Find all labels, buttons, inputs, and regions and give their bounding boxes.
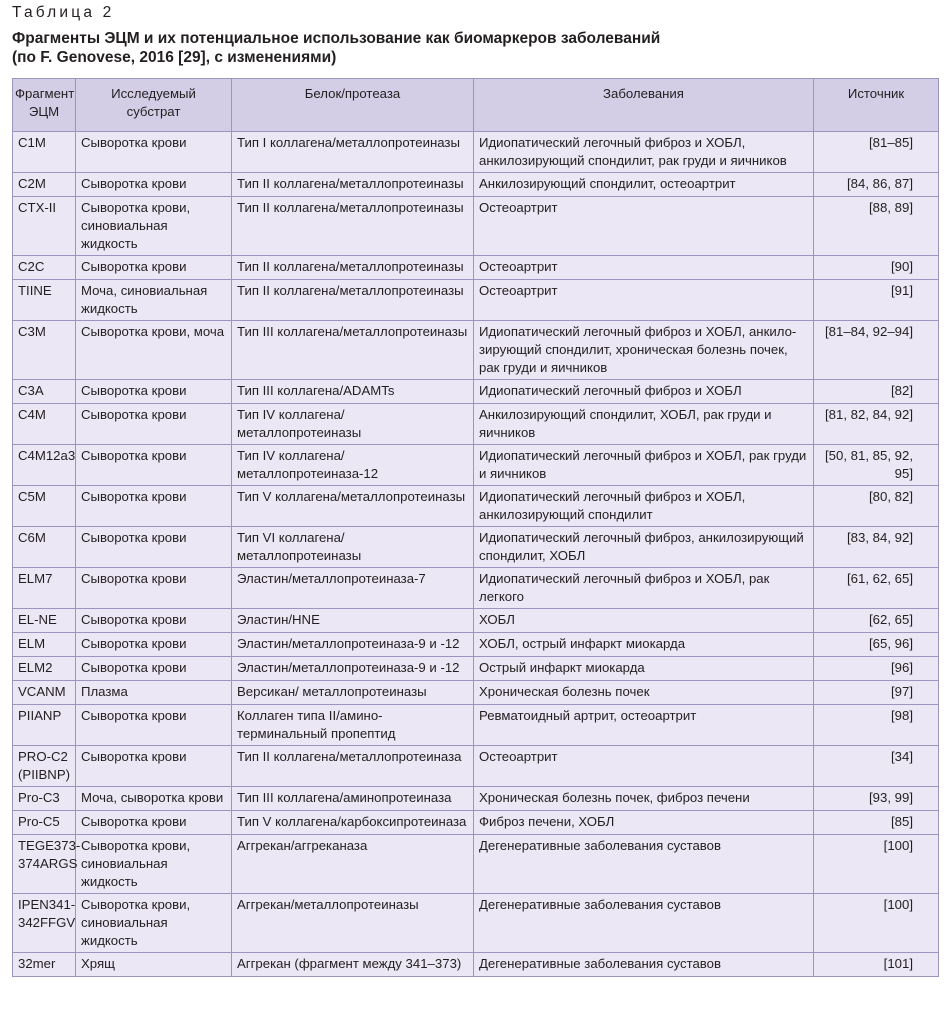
table-row: [13, 445, 939, 486]
table-row: [13, 404, 939, 445]
cell-source: [84, 86, 87]: [814, 173, 939, 197]
cell-disease: Остеоартрит: [474, 197, 814, 256]
cell-source: [91]: [814, 280, 939, 321]
cell-source: [100]: [814, 835, 939, 894]
cell-source: [83, 84, 92]: [814, 527, 939, 568]
cell-fragment: C4M: [13, 404, 76, 445]
cell-fragment: Pro-C5: [13, 811, 76, 835]
cell-source: [61, 62, 65]: [814, 568, 939, 609]
table-row: [13, 132, 939, 173]
cell-fragment: IPEN341-342FFGV: [13, 894, 76, 953]
cell-substrate: Плазма: [76, 681, 232, 705]
cell-fragment: C6M: [13, 527, 76, 568]
cell-disease: Анкилозирующий спондилит, остеоартрит: [474, 173, 814, 197]
cell-substrate: Сыворотка крови: [76, 527, 232, 568]
cell-source: [101]: [814, 953, 939, 977]
cell-source: [93, 99]: [814, 787, 939, 811]
cell-fragment: C1M: [13, 132, 76, 173]
cell-fragment: C2M: [13, 173, 76, 197]
cell-protein: Тип III коллагена/аминопротеиназа: [232, 787, 474, 811]
cell-disease: Идиопатический легочный фиброз и ХОБЛ: [474, 380, 814, 404]
cell-disease: Анкилозирующий спондилит, ХОБЛ, рак груди и яичников: [474, 404, 814, 445]
table-header: [13, 79, 939, 132]
table-title-line-2: (по F. Genovese, 2016 [29], с изменениями): [12, 49, 337, 66]
cell-source: [80, 82]: [814, 486, 939, 527]
table-row: [13, 609, 939, 633]
cell-disease: Ревматоидный артрит, остеоартрит: [474, 705, 814, 746]
cell-protein: Тип III коллагена/ADAMTs: [232, 380, 474, 404]
cell-substrate: Сыворотка крови: [76, 705, 232, 746]
table-title-line-1: Фрагменты ЭЦМ и их потенциальное использование как биомаркеров заболеваний: [12, 30, 661, 47]
cell-substrate: Сыворотка крови: [76, 811, 232, 835]
cell-protein: Аггрекан/металлопротеиназы: [232, 894, 474, 953]
cell-source: [82]: [814, 380, 939, 404]
cell-protein: Тип III коллагена/металлопротеиназы: [232, 321, 474, 380]
cell-substrate: Моча, сыворотка крови: [76, 787, 232, 811]
cell-substrate: Сыворотка крови: [76, 746, 232, 787]
table-row: [13, 527, 939, 568]
cell-fragment: C3M: [13, 321, 76, 380]
cell-disease: ХОБЛ: [474, 609, 814, 633]
header-row: [13, 79, 939, 132]
cell-source: [85]: [814, 811, 939, 835]
cell-fragment: ELM2: [13, 657, 76, 681]
cell-disease: Идиопатический легочный фиброз, анкилозирующий спондилит, ХОБЛ: [474, 527, 814, 568]
cell-protein: Тип II коллагена/металлопротеиназа: [232, 746, 474, 787]
cell-disease: Острый инфаркт миокарда: [474, 657, 814, 681]
cell-protein: Тип II коллагена/металлопротеиназы: [232, 256, 474, 280]
cell-fragment: 32mer: [13, 953, 76, 977]
table-row: [13, 835, 939, 894]
header-protein: Белок/протеаза: [232, 79, 474, 132]
table-row: [13, 380, 939, 404]
cell-disease: Идиопатический легочный фиброз и ХОБЛ, рак груди и яичников: [474, 445, 814, 486]
cell-source: [81–85]: [814, 132, 939, 173]
cell-source: [97]: [814, 681, 939, 705]
cell-disease: Хроническая болезнь почек, фиброз печени: [474, 787, 814, 811]
cell-substrate: Сыворотка крови, синовиальная жидкость: [76, 197, 232, 256]
cell-disease: Идиопатический легочный фиброз и ХОБЛ, анкилозирующий спондилит, рак груди и яичников: [474, 132, 814, 173]
cell-substrate: Сыворотка крови: [76, 445, 232, 486]
cell-protein: Версикан/ металлопротеиназы: [232, 681, 474, 705]
table-row: [13, 746, 939, 787]
cell-protein: Эластин/металлопротеиназа-7: [232, 568, 474, 609]
cell-protein: Эластин/металлопротеиназа-9 и -12: [232, 657, 474, 681]
cell-substrate: Сыворотка крови: [76, 486, 232, 527]
table-row: [13, 787, 939, 811]
cell-source: [100]: [814, 894, 939, 953]
table-row: [13, 568, 939, 609]
table-body: [13, 132, 939, 977]
cell-source: [81, 82, 84, 92]: [814, 404, 939, 445]
cell-protein: Коллаген типа II/амино-терминальный пропептид: [232, 705, 474, 746]
cell-substrate: Хрящ: [76, 953, 232, 977]
cell-fragment: C4M12a3: [13, 445, 76, 486]
cell-fragment: PRO-C2 (PIIBNP): [13, 746, 76, 787]
cell-source: [62, 65]: [814, 609, 939, 633]
cell-disease: Остеоартрит: [474, 280, 814, 321]
table-row: [13, 197, 939, 256]
cell-fragment: PIIANP: [13, 705, 76, 746]
cell-disease: Остеоартрит: [474, 256, 814, 280]
table-row: [13, 811, 939, 835]
cell-protein: Тип V коллагена/карбоксипротеиназа: [232, 811, 474, 835]
cell-protein: Эластин/HNE: [232, 609, 474, 633]
cell-disease: Дегенеративные заболевания суставов: [474, 894, 814, 953]
cell-fragment: TIINE: [13, 280, 76, 321]
cell-source: [96]: [814, 657, 939, 681]
cell-fragment: Pro-C3: [13, 787, 76, 811]
cell-fragment: C2C: [13, 256, 76, 280]
table-row: [13, 173, 939, 197]
cell-protein: Тип II коллагена/металлопротеиназы: [232, 280, 474, 321]
table-row: [13, 657, 939, 681]
cell-substrate: Сыворотка крови: [76, 609, 232, 633]
cell-disease: Идиопатический легочный фиброз и ХОБЛ, анкило-зирующий спондилит, хроническая болезнь почек, рак груди и яичников: [474, 321, 814, 380]
cell-disease: Фиброз печени, ХОБЛ: [474, 811, 814, 835]
header-substrate: Исследуемый субстрат: [76, 79, 232, 132]
cell-source: [88, 89]: [814, 197, 939, 256]
cell-substrate: Сыворотка крови, синовиальная жидкость: [76, 835, 232, 894]
table-row: [13, 633, 939, 657]
cell-substrate: Сыворотка крови, синовиальная жидкость: [76, 894, 232, 953]
cell-fragment: VCANM: [13, 681, 76, 705]
cell-source: [81–84, 92–94]: [814, 321, 939, 380]
cell-protein: Тип II коллагена/металлопротеиназы: [232, 173, 474, 197]
cell-fragment: TEGE373-374ARGS: [13, 835, 76, 894]
biomarkers-table: [12, 78, 939, 977]
cell-protein: Тип VI коллагена/металлопротеиназы: [232, 527, 474, 568]
table-row: [13, 953, 939, 977]
table-title: [12, 29, 932, 67]
cell-protein: Тип IV коллагена/металлопротеиназы: [232, 404, 474, 445]
table-caption: Таблица 2: [12, 4, 115, 21]
cell-substrate: Моча, синовиальная жидкость: [76, 280, 232, 321]
cell-disease: ХОБЛ, острый инфаркт миокарда: [474, 633, 814, 657]
cell-fragment: CTX-II: [13, 197, 76, 256]
table-row: [13, 486, 939, 527]
cell-protein: Аггрекан/аггреканаза: [232, 835, 474, 894]
cell-disease: Остеоартрит: [474, 746, 814, 787]
cell-substrate: Сыворотка крови: [76, 633, 232, 657]
cell-substrate: Сыворотка крови, моча: [76, 321, 232, 380]
cell-substrate: Сыворотка крови: [76, 657, 232, 681]
cell-substrate: Сыворотка крови: [76, 568, 232, 609]
table-row: [13, 681, 939, 705]
table-row: [13, 256, 939, 280]
cell-protein: Тип V коллагена/металлопротеиназы: [232, 486, 474, 527]
cell-protein: Тип IV коллагена/ металлопротеиназа-12: [232, 445, 474, 486]
cell-protein: Аггрекан (фрагмент между 341–373): [232, 953, 474, 977]
cell-fragment: C3A: [13, 380, 76, 404]
cell-fragment: ELM7: [13, 568, 76, 609]
cell-source: [90]: [814, 256, 939, 280]
cell-fragment: ELM: [13, 633, 76, 657]
cell-disease: Дегенеративные заболевания суставов: [474, 835, 814, 894]
cell-fragment: EL-NE: [13, 609, 76, 633]
cell-source: [65, 96]: [814, 633, 939, 657]
cell-substrate: Сыворотка крови: [76, 256, 232, 280]
cell-protein: Эластин/металлопротеиназа-9 и -12: [232, 633, 474, 657]
table-row: [13, 894, 939, 953]
cell-substrate: Сыворотка крови: [76, 380, 232, 404]
table-row: [13, 705, 939, 746]
cell-source: [50, 81, 85, 92, 95]: [814, 445, 939, 486]
cell-source: [98]: [814, 705, 939, 746]
cell-disease: Хроническая болезнь почек: [474, 681, 814, 705]
cell-substrate: Сыворотка крови: [76, 132, 232, 173]
table-row: [13, 321, 939, 380]
table-row: [13, 280, 939, 321]
cell-substrate: Сыворотка крови: [76, 404, 232, 445]
cell-protein: Тип I коллагена/металлопротеиназы: [232, 132, 474, 173]
cell-source: [34]: [814, 746, 939, 787]
cell-disease: Идиопатический легочный фиброз и ХОБЛ, анкилозирующий спондилит: [474, 486, 814, 527]
cell-protein: Тип II коллагена/металлопротеиназы: [232, 197, 474, 256]
cell-disease: Дегенеративные заболевания суставов: [474, 953, 814, 977]
header-disease: Заболевания: [474, 79, 814, 132]
header-fragment: Фрагмент ЭЦМ: [13, 79, 76, 132]
cell-fragment: C5M: [13, 486, 76, 527]
cell-disease: Идиопатический легочный фиброз и ХОБЛ, рак легкого: [474, 568, 814, 609]
header-source: Источник: [814, 79, 939, 132]
cell-substrate: Сыворотка крови: [76, 173, 232, 197]
